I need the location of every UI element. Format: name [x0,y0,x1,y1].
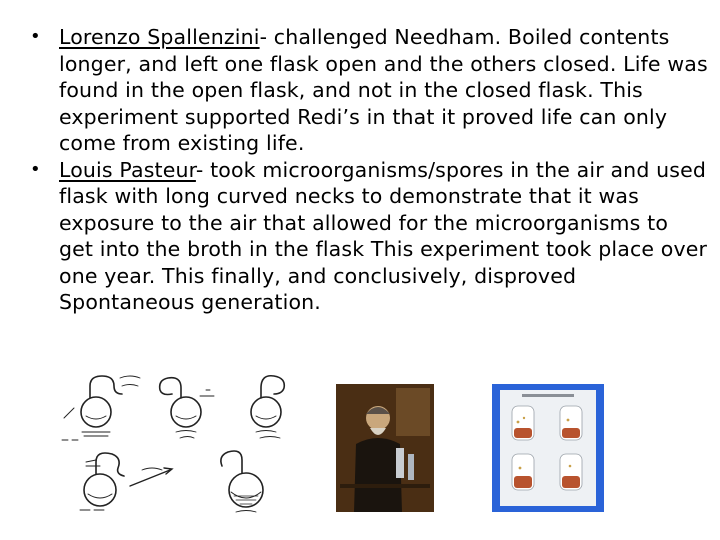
bullet-list [28,24,708,316]
scientist-name: Louis Pasteur [59,157,196,182]
scientist-in-lab-photo-icon [336,384,434,512]
bullet-pasteur [28,157,708,316]
scientist-name: Lorenzo Spallenzini [59,25,260,49]
bullet-marker: • [30,26,41,47]
bullet-text: - took microorganisms/spores in the air and used flask with long curved necks to demonstrate that it was exposure to the air that allowed for the microorganisms to get into the broth in the flask This experiment took place over one year. This finally, and conclusively, disproved Spontaneous generation. [59,157,708,314]
bullet-spallanzani [28,24,708,157]
swan-neck-flask-sketch-icon [60,366,310,514]
bullet-text: - challenged Needham. Boiled contents longer, and left one flask open and the others closed. Life was found in the open flask, and not in the closed flask. This experiment supported Redi’s in that it proved life can only come from existing life. [59,25,708,155]
sealed-flasks-illustration-icon [492,384,604,512]
bullet-marker: • [30,158,41,180]
